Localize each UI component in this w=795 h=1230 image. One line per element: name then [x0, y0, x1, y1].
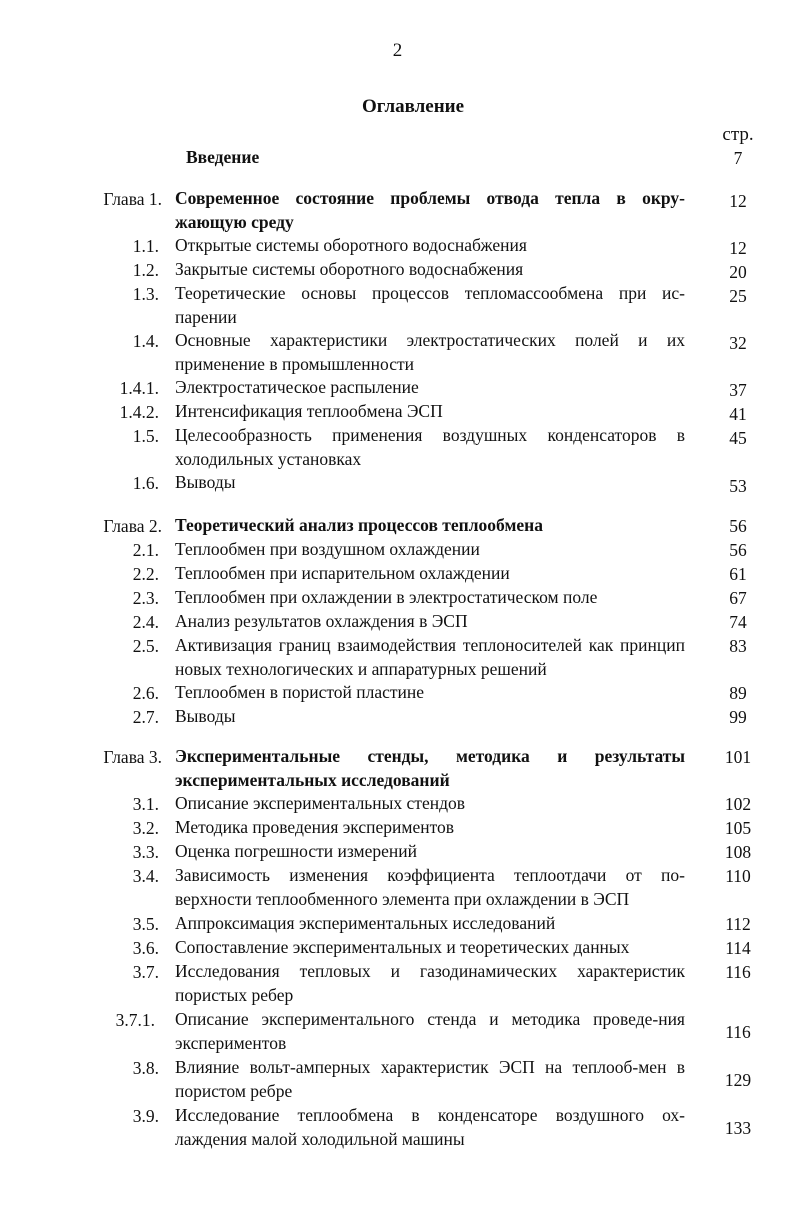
toc-item-number: 3.1.	[132, 794, 159, 814]
toc-item-page: 20	[729, 262, 747, 282]
toc-item-text: Открытые системы оборотного водоснабжения	[175, 235, 527, 255]
toc-item-page: 61	[729, 564, 747, 584]
toc-intro-page: 7	[733, 148, 743, 168]
chapter-2-label: Глава 2.	[103, 516, 162, 536]
toc-item-number: 1.1.	[132, 236, 159, 256]
toc-item-text: Теоретические основы процессов тепломассообмена при ис-парении	[175, 283, 685, 327]
toc-item-text: Исследование теплообмена в конденсаторе воздушного ох-лаждения малой холодильной машины	[175, 1105, 685, 1149]
toc-item-number: 3.2.	[132, 818, 159, 838]
toc-item-number: 3.7.	[132, 962, 159, 982]
toc-item-number: 1.5.	[132, 426, 159, 446]
toc-item-number: 2.7.	[132, 707, 159, 727]
toc-intro-text: Введение	[186, 147, 260, 167]
toc-item-text: Основные характеристики электростатических полей и их применение в промышленности	[175, 330, 685, 374]
toc-item-text: Электростатическое распыление	[175, 377, 419, 397]
toc-item-page: 129	[724, 1070, 752, 1090]
chapter-1-page: 12	[729, 191, 747, 211]
toc-item-page: 102	[724, 794, 752, 814]
toc-item-number: 1.4.	[132, 331, 159, 351]
toc-item-page: 74	[729, 612, 747, 632]
toc-item-number: 2.5.	[132, 636, 159, 656]
toc-item-number: 3.5.	[132, 914, 159, 934]
toc-item-page: 45	[729, 428, 747, 448]
toc-item-page: 114	[725, 938, 751, 958]
toc-item-number: 3.8.	[132, 1058, 159, 1078]
toc-item-text: Закрытые системы оборотного водоснабжения	[175, 259, 524, 279]
toc-item-number: 2.6.	[132, 683, 159, 703]
toc-item-page: 12	[729, 238, 747, 258]
chapter-3-title: Экспериментальные стенды, методика и результаты экспериментальных исследований	[175, 746, 685, 790]
toc-item-page: 116	[725, 962, 751, 982]
chapter-3-page: 101	[724, 747, 752, 767]
toc-item-page: 67	[729, 588, 747, 608]
toc-item-text: Теплообмен при охлаждении в электростатическом поле	[175, 587, 598, 607]
page-number: 2	[392, 40, 403, 61]
chapter-3-label: Глава 3.	[103, 747, 162, 767]
toc-item-text: Теплообмен в пористой пластине	[175, 682, 425, 702]
toc-item-text: Сопоставление экспериментальных и теоретических данных	[175, 937, 630, 957]
toc-item-page: 112	[725, 914, 751, 934]
toc-item-page: 99	[729, 707, 747, 727]
toc-item-text: Теплообмен при испарительном охлаждении	[175, 563, 510, 583]
toc-item-page: 105	[724, 818, 752, 838]
toc-item-text: Оценка погрешности измерений	[175, 841, 417, 861]
toc-item-text: Выводы	[175, 472, 236, 492]
toc-item-number: 2.4.	[132, 612, 159, 632]
toc-item-page: 32	[729, 333, 747, 353]
toc-item-number: 1.4.2.	[119, 402, 159, 422]
toc-item-text: Описание экспериментального стенда и методика проведе-ния экспериментов	[175, 1009, 685, 1053]
toc-item-number: 1.6.	[132, 473, 159, 493]
toc-item-text: Активизация границ взаимодействия теплоносителей как принцип новых технологических и аппаратурных решений	[175, 635, 685, 679]
toc-item-page: 116	[725, 1022, 751, 1042]
toc-item-text: Анализ результатов охлаждения в ЭСП	[175, 611, 468, 631]
toc-item-text: Теплообмен при воздушном охлаждении	[175, 539, 480, 559]
toc-item-text: Описание экспериментальных стендов	[175, 793, 465, 813]
toc-item-page: 133	[724, 1118, 752, 1138]
toc-item-number: 3.3.	[132, 842, 159, 862]
toc-item-text: Интенсификация теплообмена ЭСП	[175, 401, 443, 421]
toc-item-number: 3.6.	[132, 938, 159, 958]
chapter-2-page: 56	[729, 516, 747, 536]
toc-item-number: 1.4.1.	[119, 378, 159, 398]
toc-title: Оглавление	[362, 96, 465, 117]
toc-item-text: Аппроксимация экспериментальных исследований	[175, 913, 556, 933]
toc-item-text: Целесообразность применения воздушных конденсаторов в холодильных установках	[175, 425, 685, 469]
chapter-1-title: Современное состояние проблемы отвода тепла в окру-жающую среду	[175, 188, 685, 232]
toc-item-number: 3.7.1.	[115, 1010, 155, 1030]
toc-item-text: Зависимость изменения коэффициента теплоотдачи от по-верхности теплообменного элемента при охлаждении в ЭСП	[175, 865, 685, 909]
toc-item-text: Влияние вольт-амперных характеристик ЭСП на теплооб-мен в пористом ребре	[175, 1057, 685, 1101]
chapter-1-label: Глава 1.	[103, 189, 162, 209]
toc-item-page: 83	[729, 636, 747, 656]
chapter-2-title: Теоретический анализ процессов теплообмена	[175, 515, 543, 535]
toc-item-number: 3.9.	[132, 1106, 159, 1126]
toc-item-page: 108	[724, 842, 752, 862]
page-column-label: стр.	[722, 124, 754, 145]
toc-item-page: 56	[729, 540, 747, 560]
toc-item-number: 1.2.	[132, 260, 159, 280]
toc-item-text: Методика проведения экспериментов	[175, 817, 455, 837]
toc-item-page: 110	[725, 866, 751, 886]
toc-item-text: Исследования тепловых и газодинамических характеристик пористых ребер	[175, 961, 685, 1005]
toc-item-number: 2.2.	[132, 564, 159, 584]
toc-item-page: 37	[729, 380, 747, 400]
toc-item-page: 89	[729, 683, 747, 703]
toc-item-text: Выводы	[175, 706, 236, 726]
toc-item-page: 53	[729, 476, 747, 496]
toc-item-number: 2.3.	[132, 588, 159, 608]
toc-item-page: 41	[729, 404, 747, 424]
toc-item-number: 2.1.	[132, 540, 159, 560]
toc-item-number: 3.4.	[132, 866, 159, 886]
toc-item-number: 1.3.	[132, 284, 159, 304]
toc-item-page: 25	[729, 286, 747, 306]
